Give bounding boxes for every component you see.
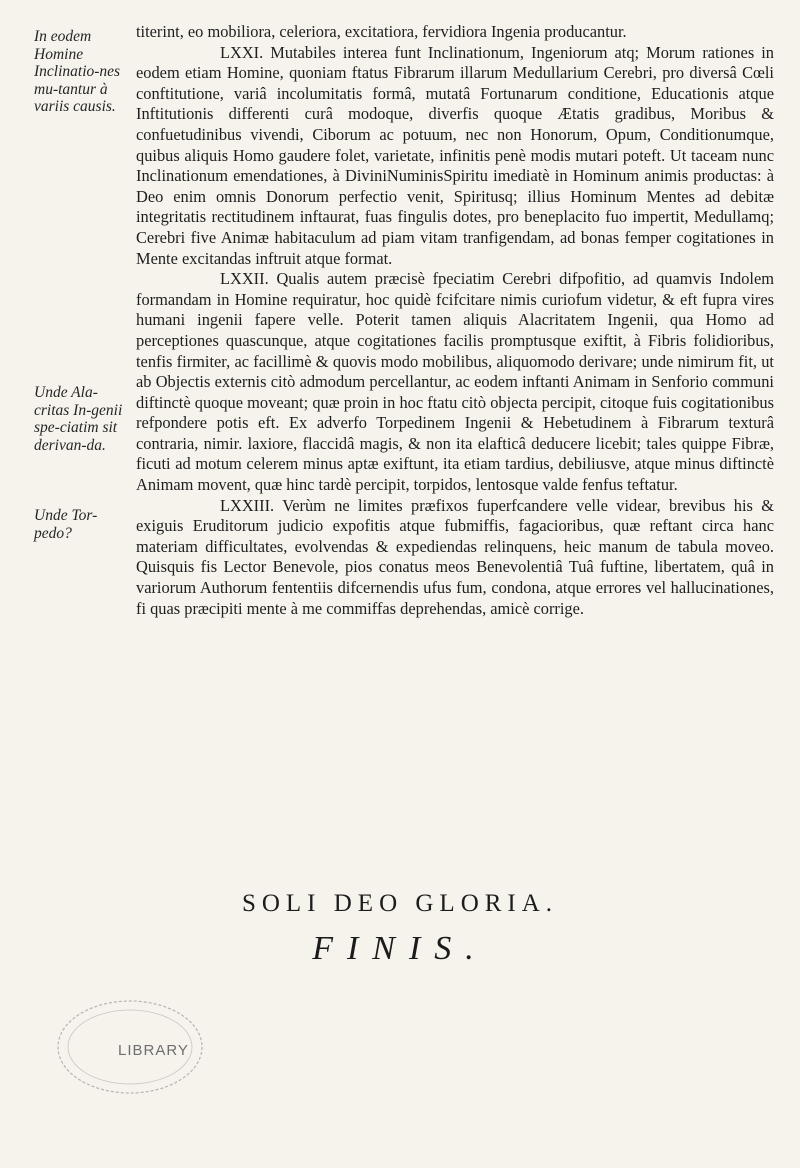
main-text xyxy=(136,22,774,619)
margin-note-alacritas: Unde Ala-critas In-genii spe-ciatim sit derivan-da. xyxy=(34,384,123,454)
paragraph-lxxi: LXXI. Mutabiles interea funt Inclinationum, Ingeniorum atq; Morum rationes in eodem etiam Homine, quoniam ftatus Fibrarum illarum Medullarium Cerebri, pro diversâ Cœli conftitutione, variâ incolumitatis formâ, mutatâ Fortunarum conditione, Educationis atque Inftitutionis differenti curâ modoque, diverfis quoque Ætatis gradibus, Moribus & confuetudinibus vivendi, Ciborum ac potuum, nec non Honorum, Opum, Conditionumque, quibus aliquis Homo gaudere folet, varietate, infinitis penè modis mutari poteft. Ut taceam nunc Inclinationum emendationes, à DiviniNuminisSpiritu imediatè in Hominum animis productas: à Deo enim omnis Donorum perfectio venit, Spiritusq; illius Hominum Mentes ad debitæ integritatis rectitudinem inftaurat, fuas fingulis dotes, pro beneplacito fuo impertit, Medullamq; Cerebri five Animæ habitaculum ad piam vitam tranfigendam, ad bonas femper cogitationes in Mente excitandas inftruit atque format. xyxy=(136,42,774,268)
paragraph-continuation: titerint, eo mobiliora, celeriora, excitatiora, fervidiora Ingenia producantur. xyxy=(136,22,627,41)
margin-note-inclinations: In eodem Homine Inclinatio-nes mu-tantur à variis causis. xyxy=(34,28,121,115)
closing-dedication: SOLI DEO GLORIA. xyxy=(241,890,559,917)
library-stamp xyxy=(50,985,270,1100)
paragraph-lxxii: LXXII. Qualis autem præcisè fpeciatim Cerebri difpofitio, ad quamvis Indolem formandam in Homine requiratur, hoc quidè fcifcitare nimis curiofum videtur, & eft fupra vires humani ingenii fapere velle. Poterit tamen aliquis Alacritatem Ingenii, qua Homo ad perceptiones quascunque, atque cogitationes facilis promptusque exiftit, à Fibris folidioribus, tenfis firmiter, ac facillimè & quovis modo mobilibus, aliquomodo derivare; unde nimirum fit, ut ab Objectis externis citò admodum percellantur, ac eodem inftanti Animam in Senforio communi diftinctè quoque moveant; quæ proin in hoc ftatu citò objecta percipit, citoque fuis cogitationibus refpondere potis eft. Ex adverfo Torpedinem Ingenii & Hebetudinem à Fibrarum texturâ contraria, nimir. laxiore, flaccidâ magis, & non ita elafticâ deducere licebit; tales quippe Fibræ, ficuti ad motum celerem minus aptæ exiftunt, ita etiam tardius, debiliusve, atque minus diftinctè Animam movent, quæ hinc tardè percipit, torpidos, lentosque valde fenfus teftatur. xyxy=(136,269,774,495)
paragraph-lxxiii: LXXIII. Verùm ne limites præfixos fuperfcandere velle videar, brevibus his & exiguis Eruditorum judicio expofitis atque fubmiffis, fagacioribus, quæ reftant circa hanc materiam difficultates, evolvendas & expediendas relinquens, heic manum de tabula moveo. Quisquis fis Lector Benevole, pios conatus meos Benevolentiâ Tuâ fuftine, libertatem, quâ in variorum Authorum fententiis difcernendis ufus fum, condona, atque errores vel hallucinationes, fi quas præcipiti mente à me commiffas deprehendas, amicè corrige. xyxy=(136,495,774,618)
finis-heading: FINIS. xyxy=(312,930,488,967)
margin-note-torpedo: Unde Tor-pedo? xyxy=(34,507,98,542)
stamp-label: LIBRARY xyxy=(118,1042,189,1059)
